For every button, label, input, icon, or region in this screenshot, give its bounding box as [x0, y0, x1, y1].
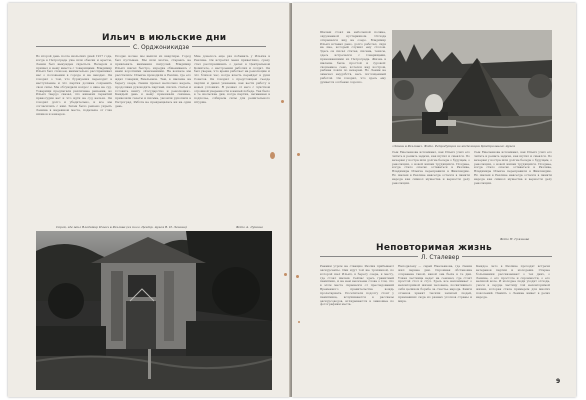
photo-caption: «Ленин в Разливе». Фото. Репродукция из экспозиции Центрального музея: [392, 144, 515, 148]
article-title: Ильич в июльские дни: [102, 33, 227, 43]
hut-photo: [392, 30, 552, 142]
photo-caption: Сарай, где жил Владимир Ильич в Разливе (из колл. Центр. музея В. И. Ленина): [56, 225, 187, 229]
article-author: Л. Сталевер: [418, 254, 462, 261]
barn-photo-image: [36, 231, 272, 390]
right-page: [292, 3, 576, 397]
left-page: [8, 3, 290, 397]
stain-spot: [284, 273, 287, 276]
stain-spot: [296, 275, 299, 278]
text-column-3: Мне довелось еще раз побывать у Ильича в Разливе. Он встретил меня приветливо, сразу стал расспрашивать о делах в Центральном Комитете, о настроении рабочих и солдат. Он был уверен, что время работает на революцию и что близок час, когда власть перейдет в руки Советов. Он говорил о предстоящем съезде партии и давал указания, как вести работу в новых условиях. Я уезжал от него с чувством огромной уверенности в нашей победе. Так было в те июльские дни, когда партия, загнанная в подполье, собирала силы для решительного штурма.: [194, 55, 270, 105]
text-column-1: Шалаш стоял на небольшой поляне, окруженной кустарником. Отсюда открывался вид на озеро. Владимир Ильич вставал рано, долго работал, сидя на пне, который служил ему столом. Здесь он писал статьи, письма, тезисы, здесь встречался с товарищами, приезжавшими из Петрограда. Жизнь в шалаше была простой и суровой: скошенное сено, котелок над костром, рыбная ловля по вечерам. Но Ленин не замечал неудобств, весь поглощенный работой. Он говорил, что здесь ему думается особенно хорошо.: [320, 31, 386, 84]
photo-credit: Фото А. Лушина: [236, 225, 263, 229]
text-column-6: Каждое лето в Разливе проходят встречи ветеранов партии и молодежи. Старые большевики рассказывают о тех днях, о Ленине, о его простоте и скромности, о его великой воле. И молодые люди уходят отсюда, унося в сердце частицу той неповторимой жизни, которая стала примером для многих поколений. Память о Ленине живет в делах народа.: [476, 265, 550, 299]
text-column-5: Неподалеку — сарай Емельянова, где Ленин жил первые дни. Скромная обстановка сохранена такой, какой она была в те дни. Узкая лестница ведет на сеновал, где стоит простой стол и стул. Здесь все напоминает о неповторимой жизни человека, посвятившего себя целиком борьбе за счастье народа. Книги отзывов хранят тысячи записей людей, приехавших сюда из разных уголков страны и мира.: [398, 265, 472, 303]
barn-photo: [36, 231, 272, 390]
page-number: 9: [556, 378, 561, 385]
text-column-4: Ранним утром на станцию Разлив прибывают экскурсанты. Они идут той же тропинкой, по которой шел Ильич, к берегу озера, к месту, где стоял шалаш. Сейчас здесь гранитный памятник, и на нем высечены слова о том, что в этом месте скрывался от преследований Временного правительства вождь пролетариата. Посетители подолгу стоят у памятника, вслушиваются в рассказы экскурсоводов, вглядываются в знакомые по фотографиям места.: [320, 265, 394, 307]
text-column-2: Сын Емельянова вспоминал, как Ильич учил его читать и решать задачи, как шутил и смеялся. По вечерам у костра шли долгие беседы о будущем, о революции, о новой жизни трудящихся. Позднее, когда стало опасно оставаться в Разливе, Владимира Ильича переправили в Финляндию. Но шалаш в Разливе навсегда остался в памяти народа как символ мужества и верности делу революции.: [392, 151, 470, 185]
stain-spot: [270, 152, 275, 159]
text-column-3: Сын Емельянова вспоминал, как Ильич учил его читать и решать задачи, как шутил и смеялся. По вечерам у костра шли долгие беседы о будущем, о революции, о новой жизни трудящихся. Позднее, когда стало опасно оставаться в Разливе, Владимира Ильича переправили в Финляндию. Но шалаш в Разливе навсегда остался в памяти народа как символ мужества и верности делу революции.: [474, 151, 552, 185]
text-column-1: Во второй день после июльских дней 1917 года, когда в Петрограде уже шли обыски и аресты, Ленин был вынужден скрыться. Вечером я пришел к нему вместе с товарищами. Владимир Ильич был спокоен, внимательно расспрашивал нас о положении в городе и на заводах. Он говорил о том, что буржуазия переходит в наступление и что партия должна сохранить свои силы. Мы обсуждали вопрос о явке на суд. Товарищи предлагали различные решения, но Ильич твердо сказал, что никаких гарантий правосудия нет и что идти на суд нельзя. Он говорил долго и убедительно, и все мы согласились с ним. Затем было решено укрыть Ленина в надежном месте, подальше от глаз шпиков и юнкеров.: [36, 55, 112, 116]
stain-spot: [297, 153, 300, 156]
text-column-2: Поздно ночью мы вышли из квартиры. Город был пустынен. Мы шли молча, стараясь не привлекать внимания патрулей. Владимир Ильич шагал быстро, изредка обмениваясь с нами короткими замечаниями. На вокзале мы расстались: Ильича проводили в Разлив, где его ждал товарищ Емельянов. Там, в шалаше на берегу озера, Ленин провел несколько недель, продолжая руководить партией, писать статьи и готовить книгу «Государство и революция». Каждый день к нему приезжали связные, привозили газеты и письма, увозили рукописи в Петроград. Работа не прекращалась ни на один день.: [115, 55, 191, 108]
stain-spot: [298, 321, 300, 323]
article-author: С. Орджоникидзе: [130, 44, 192, 51]
photo-credit: Фото Н. Грязнова: [500, 237, 530, 241]
article-title: Неповторимая жизнь: [376, 243, 493, 253]
hut-photo-image: [392, 30, 552, 142]
stain-spot: [281, 100, 284, 103]
